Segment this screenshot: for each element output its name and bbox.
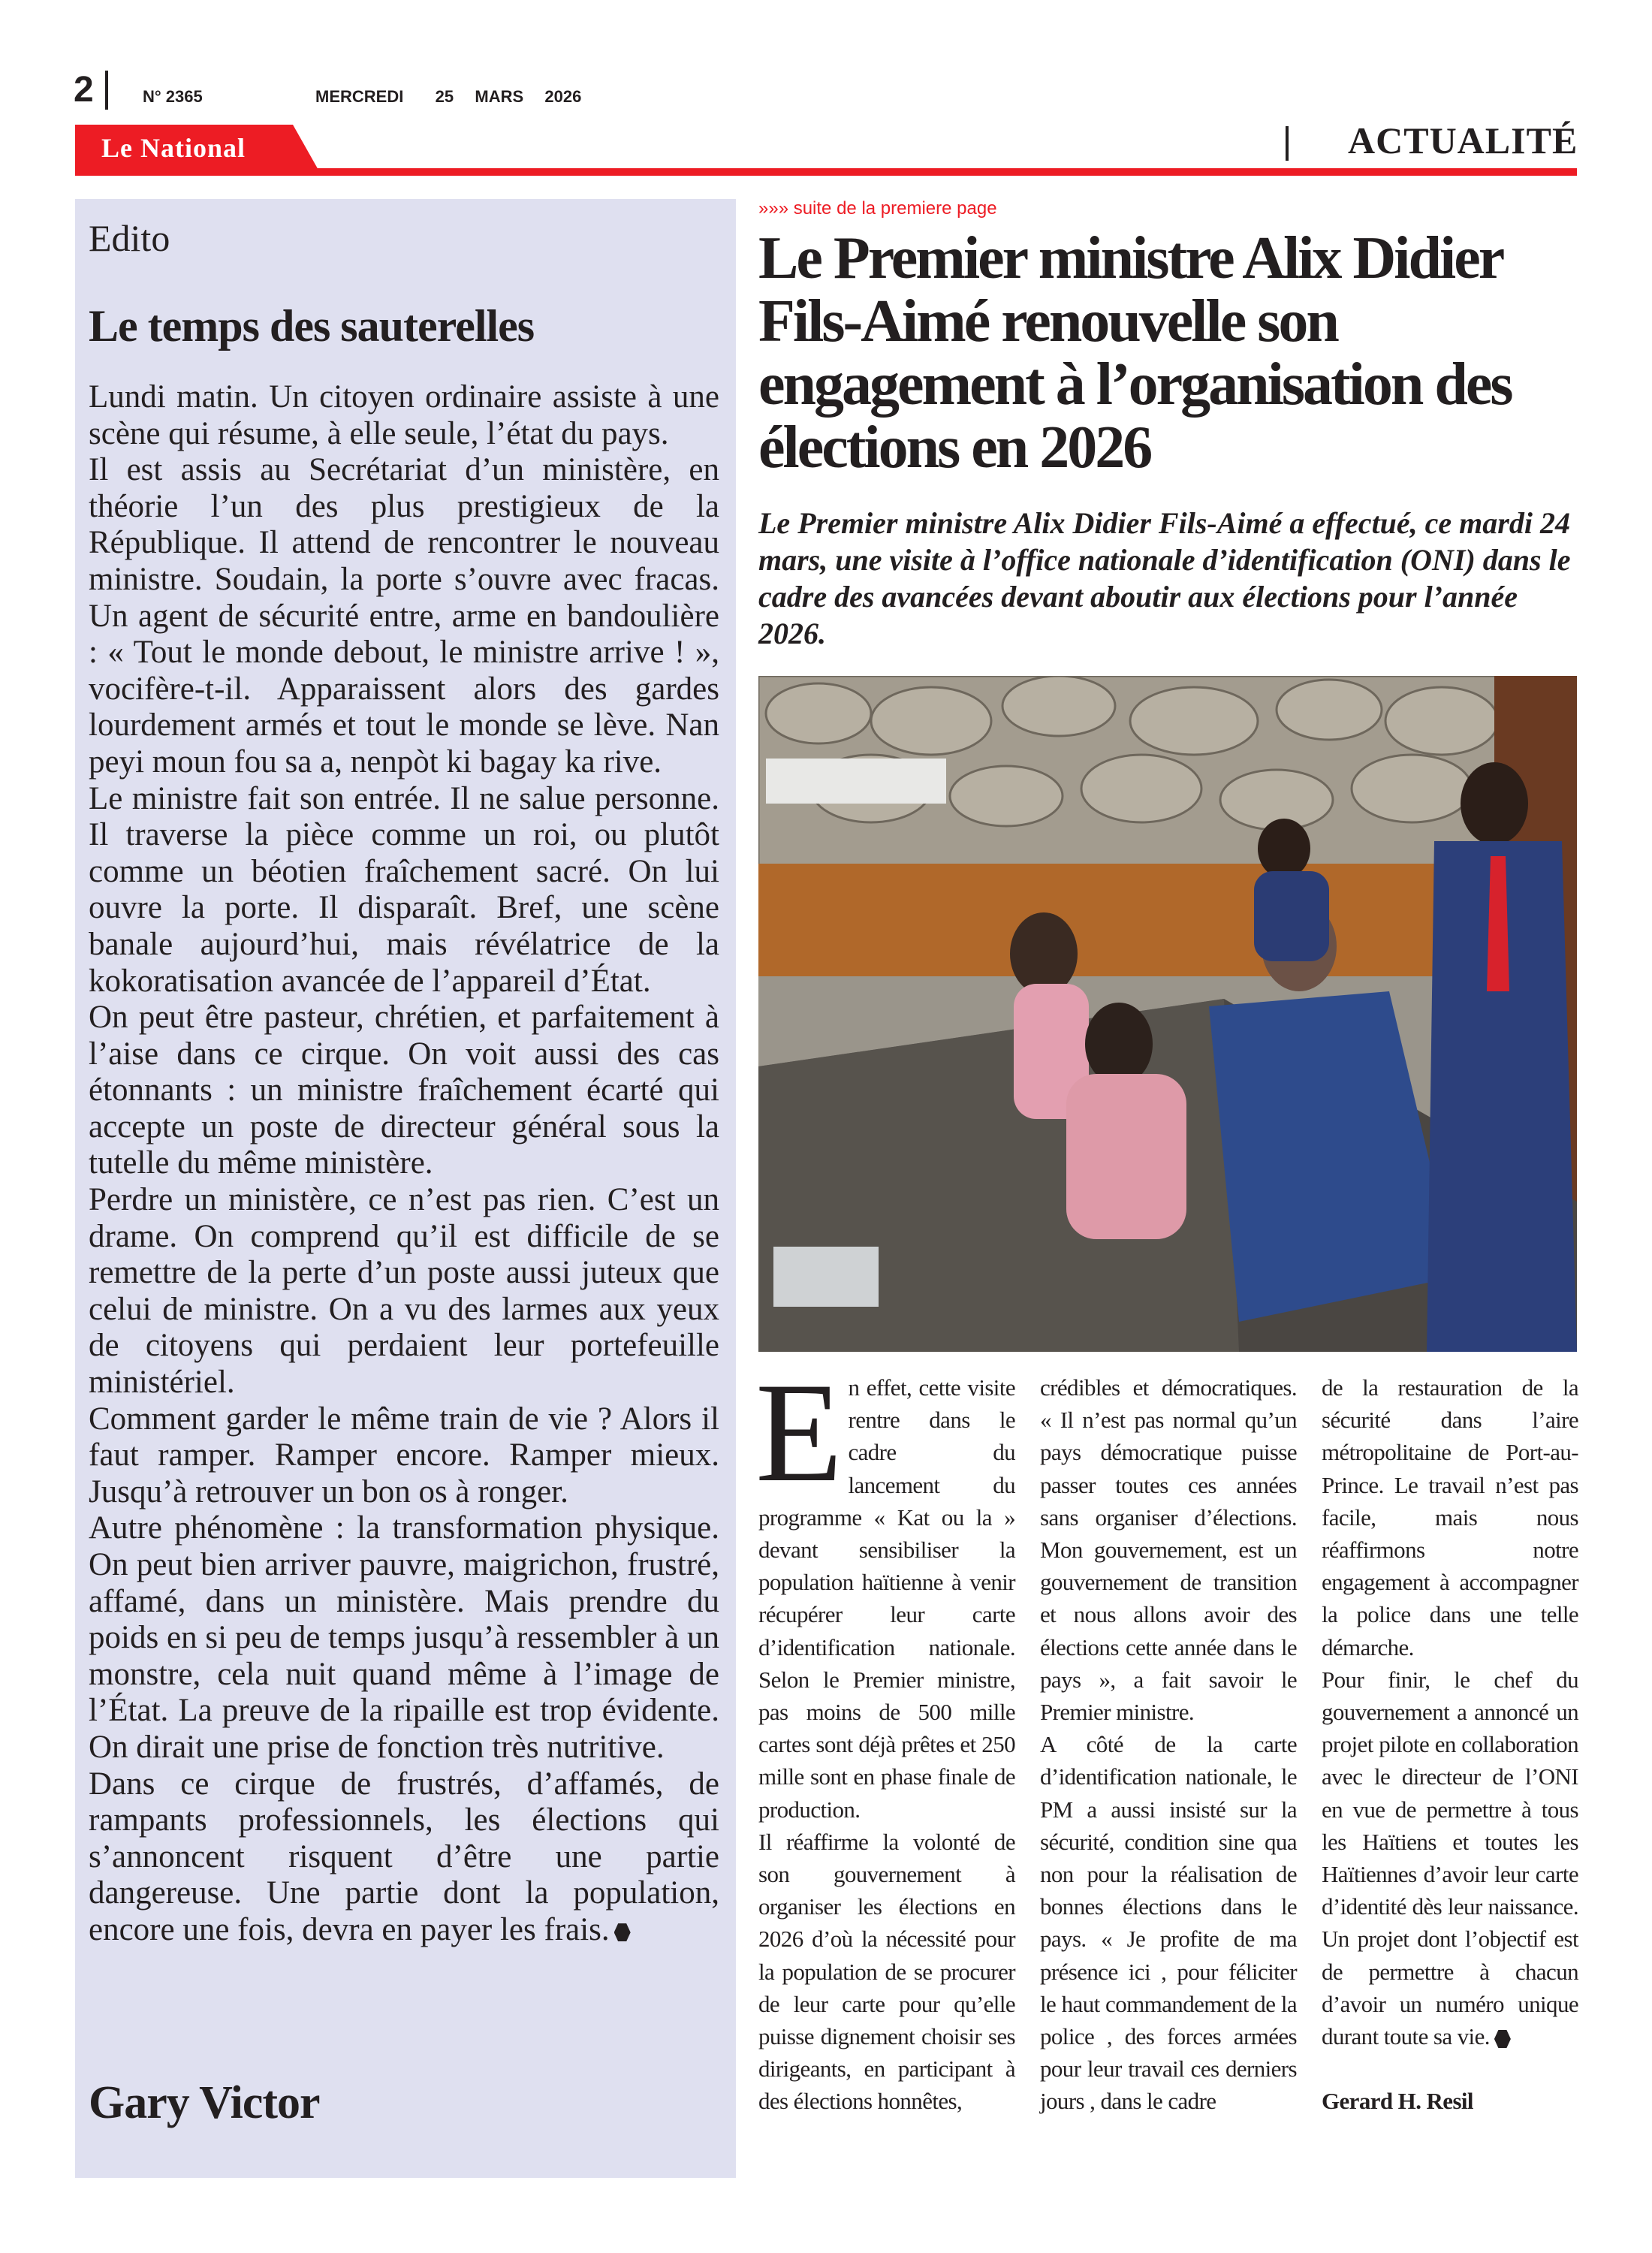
- page-number: 2: [74, 70, 94, 110]
- paragraph-text: Dans ce cirque de frustrés, d’affamés, de rampants professionnels, les élections qui s’annoncent risquent d’être une partie dangereuse. Une partie dont la population, encore une fois, devra en payer les frais.: [89, 1766, 719, 1947]
- air-conditioner: [766, 759, 946, 804]
- article-author: Gerard H. Resil: [1322, 2088, 1473, 2115]
- continued-kicker: »»» suite de la premiere page: [758, 198, 997, 219]
- paragraph: On peut être pasteur, chrétien, et parfaitement à l’aise dans ce cirque. On voit aussi des cas étonnants : un ministre fraîchement écarté qui accepte un poste de directeur général sous la tutelle du même ministère.: [89, 1000, 719, 1181]
- paragraph: Il réaffirme la volonté de son gouvernement à organiser les élections en 2026 d’où la nécessité pour la population de se procurer de leur carte pour qu’elle puisse dignement choisir ses dirigeants, en participant à des élections honnêtes,: [758, 1828, 1015, 2115]
- divider: [1286, 126, 1289, 161]
- paragraph: Lundi matin. Un citoyen ordinaire assiste à une scène qui résume, à elle seule, l’état du pays.: [89, 379, 719, 451]
- paragraph: Perdre un ministère, ce n’est pas rien. C’est un drame. On comprend qu’il est difficile de se remettre de la perte d’un poste aussi juteux que celui de ministre. On a vu des larmes aux yeux de citoyens qui perdaient leur portefeuille ministériel.: [89, 1182, 719, 1401]
- article-photo: [758, 676, 1577, 1352]
- edito-title: Le temps des sauterelles: [89, 301, 535, 351]
- section-title: ACTUALITÉ: [1348, 119, 1578, 161]
- header-rule: [75, 168, 1577, 176]
- article-column-1: [755, 1354, 1015, 2118]
- paragraph: Autre phénomène : la transformation physique. On peut bien arriver pauvre, maigrichon, frustré, affamé, dans un ministère. Mais prendre du poids en si peu de temps jusqu’à ressembler à un monstre, cela nuit quand même à l’image de l’État. La preuve de la ripaille est trop évidente. On dirait une prise de fonction très nutritive.: [89, 1510, 719, 1765]
- issue-number: N° 2365: [143, 87, 203, 106]
- paragraph: Comment garder le même train de vie ? Alors il faut ramper. Ramper encore. Ramper mieux. Jusqu’à retrouver un bon os à ronger.: [89, 1401, 719, 1510]
- drop-cap: E: [755, 1354, 843, 1512]
- keyboard: [773, 1247, 879, 1307]
- article-column-2: [1040, 1371, 1297, 2118]
- end-mark-icon: [1494, 2030, 1511, 2048]
- paragraph: [89, 1766, 719, 1949]
- divider: [105, 71, 108, 110]
- paragraph: crédibles et démocratiques. « Il n’est pas normal qu’un pays démocratique puisse passer toutes ces années sans organiser d’élections. Mon gouvernement, est un gouvernement de transition et nous allons avoir des élections cette année dans le pays », a fait savoir le Premier ministre.: [1040, 1374, 1297, 1726]
- edito-label: Edito: [89, 217, 170, 259]
- paragraph: Le ministre fait son entrée. Il ne salue personne. Il traverse la pièce comme un roi, ou plutôt comme un béotien fraîchement sacré. On lui ouvre la porte. Il disparaît. Bref, une scène banale aujourd’hui, mais révélatrice de la kokoratisation avancée de l’appareil d’État.: [89, 780, 719, 999]
- person: [1066, 1074, 1186, 1239]
- edito-body: [89, 379, 719, 1949]
- article-column-3: [1322, 1371, 1578, 2117]
- wood-panel: [758, 864, 1509, 976]
- edito-author: Gary Victor: [89, 2077, 320, 2128]
- photo-illustration: [758, 676, 1577, 1352]
- paragraph-text: Pour finir, le chef du gouvernement a annoncé un projet pilote en collaboration avec le directeur de l’ONI en vue de permettre à tous les Haïtiens et toutes les Haïtiennes d’avoir leur carte d’identité dès leur naissance. Un projet dont l’objectif est de permettre à chacun d’avoir un numéro unique durant toute sa vie.: [1322, 1666, 1578, 2050]
- paragraph: de la restauration de la sécurité dans l’aire métropolitaine de Port-au-Prince. Le travail n’est pas facile, mais nous réaffirmons notre engagement à accompagner la police dans une telle démarche.: [1322, 1374, 1578, 1660]
- paragraph-text: n effet, cette visite rentre dans le cadre du lancement du programme « Kat ou la » devant sensibiliser la population haïtienne à venir récupérer leur carte d’identification nationale. Selon le Premier ministre, pas moins de 500 mille cartes sont déjà prêtes et 250 mille sont en phase finale de production.: [758, 1374, 1015, 1823]
- paragraph: [755, 1354, 1015, 1826]
- brand-logo: Le National: [101, 133, 246, 163]
- paragraph: [1322, 1663, 1578, 2052]
- article-headline: Le Premier ministre Alix Didier Fils-Aimé renouvelle son engagement à l’organisation des élections en 2026: [758, 225, 1512, 481]
- article-lede: Le Premier ministre Alix Didier Fils-Aimé a effectué, ce mardi 24 mars, une visite à l’office nationale d’identification (ONI) dans le cadre des avancées devant aboutir aux élections pour l’année 2026.: [758, 506, 1571, 650]
- end-mark-icon: [614, 1923, 631, 1941]
- paragraph: A côté de la carte d’identification nationale, le PM a aussi insisté sur la sécurité, condition sine qua non pour la réalisation de bonnes élections dans le pays. « Je profite de ma présence ici , pour féliciter le haut commandement de la police , des forces armées pour leur travail ces derniers jours , dans le cadre: [1040, 1731, 1297, 2115]
- issue-date: MERCREDI 25 MARS 2026: [315, 87, 582, 106]
- paragraph: Il est assis au Secrétariat d’un ministère, en théorie l’un des plus prestigieux de la République. Il attend de rencontrer le nouveau ministre. Soudain, la porte s’ouvre avec fracas. Un agent de sécurité entre, arme en bandoulière : « Tout le monde debout, le ministre arrive ! », vocifère-t-il. Apparaissent alors des gardes lourdement armés et tout le monde se lève. Nan peyi moun fou sa a, nenpòt ki bagay ka rive.: [89, 452, 719, 780]
